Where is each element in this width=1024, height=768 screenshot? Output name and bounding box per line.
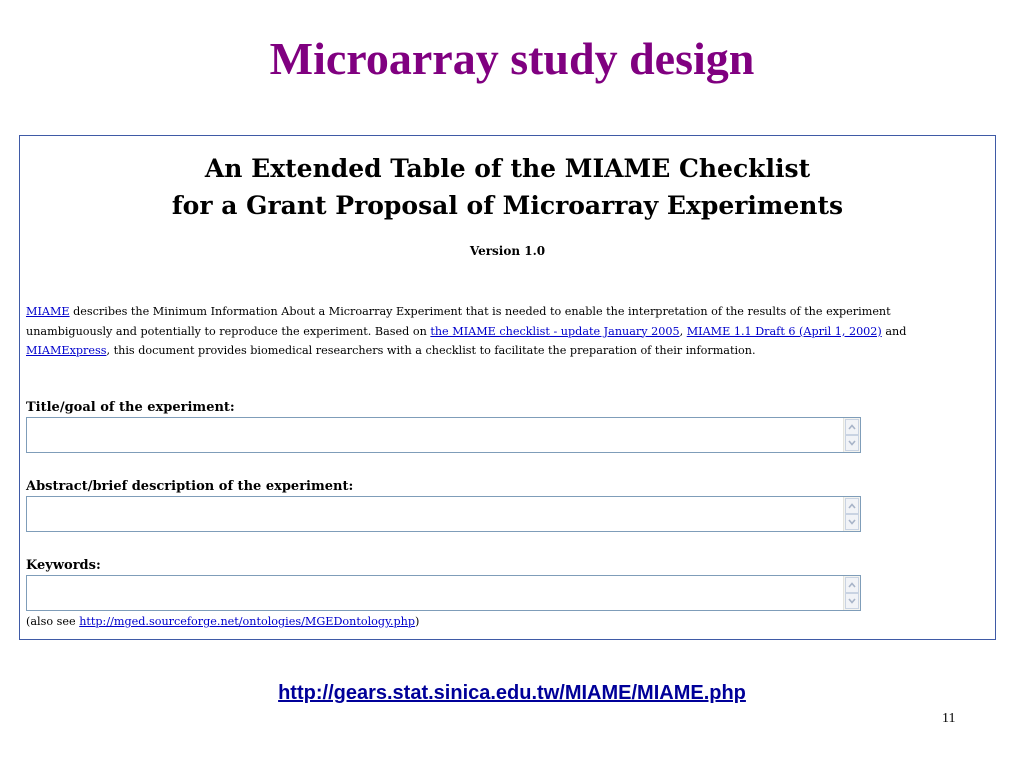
source-url-link[interactable]: http://gears.stat.sinica.edu.tw/MIAME/MIAME.php — [278, 682, 746, 704]
intro-line-1 — [26, 302, 992, 322]
intro-line-3 — [26, 341, 992, 361]
intro-text-2: unambiguously and potentially to reproduce the experiment. Based on — [26, 324, 431, 338]
scroll-up-arrow-icon[interactable] — [845, 419, 859, 435]
version-label: Version 1.0 — [469, 244, 546, 258]
scroll-down-arrow-icon[interactable] — [845, 435, 859, 451]
intro-line-2 — [26, 322, 992, 342]
screenshot-frame — [19, 135, 996, 640]
mged-ontology-link[interactable]: http://mged.sourceforge.net/ontologies/MGEDontology.php — [79, 615, 415, 628]
page-number: 11 — [942, 711, 956, 726]
intro-text-3: and — [881, 324, 907, 338]
textarea-scrollbar[interactable] — [843, 418, 860, 452]
also-see-note — [26, 616, 419, 627]
intro-text-1: describes the Minimum Information About a Microarray Experiment that is needed to enable the interpretation of the results of the experiment — [69, 305, 891, 318]
scroll-down-arrow-icon[interactable] — [845, 514, 859, 530]
also-see-suffix: ) — [414, 615, 420, 628]
title-goal-textarea[interactable] — [26, 417, 861, 453]
keywords-label: Keywords: — [26, 558, 101, 573]
also-see-prefix: (also see — [26, 615, 80, 628]
textarea-scrollbar[interactable] — [843, 576, 860, 610]
scroll-up-arrow-icon[interactable] — [845, 577, 859, 593]
keywords-textarea[interactable] — [26, 575, 861, 611]
abstract-label: Abstract/brief description of the experiment: — [26, 479, 354, 494]
intro-paragraph — [26, 302, 992, 361]
miamexpress-link[interactable]: MIAMExpress — [26, 344, 107, 357]
source-url — [0, 683, 1024, 703]
miame-draft-link[interactable]: MIAME 1.1 Draft 6 (April 1, 2002) — [686, 324, 882, 338]
page-heading-line2: for a Grant Proposal of Microarray Experiments — [171, 191, 844, 220]
page-heading-line1: An Extended Table of the MIAME Checklist — [204, 154, 811, 183]
intro-separator: , — [679, 324, 687, 338]
title-goal-label: Title/goal of the experiment: — [26, 400, 235, 415]
scroll-up-arrow-icon[interactable] — [845, 498, 859, 514]
slide-title: Microarray study design — [269, 33, 755, 84]
miame-link[interactable]: MIAME — [26, 305, 70, 318]
intro-text-4: , this document provides biomedical researchers with a checklist to facilitate the preparation of their information. — [106, 344, 756, 357]
miame-checklist-link[interactable]: the MIAME checklist - update January 2005 — [430, 324, 680, 338]
textarea-scrollbar[interactable] — [843, 497, 860, 531]
scroll-down-arrow-icon[interactable] — [845, 593, 859, 609]
abstract-textarea[interactable] — [26, 496, 861, 532]
